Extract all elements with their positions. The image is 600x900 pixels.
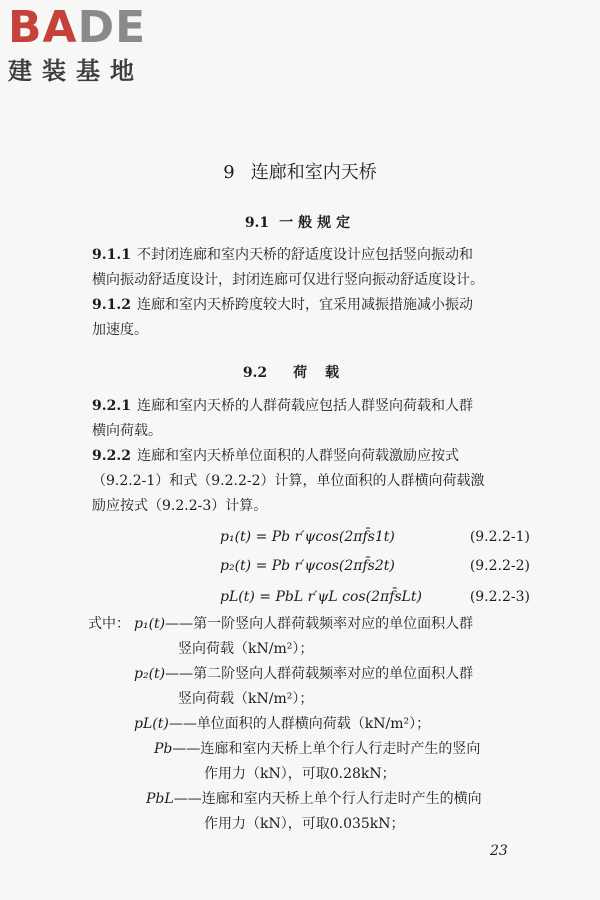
clause-9-2-1: 9.2.1 连廊和室内天桥的人群荷载应包括人群竖向荷载和人群 横向荷载。 — [92, 398, 473, 439]
formula-9-2-2-3: pL(t) = PbL r′ψL cos(2πf̄sLt) (9.2.2-3) — [220, 589, 530, 605]
formula-9-2-2-1: p₁(t) = Pb r′ψcos(2πf̄s1t) (9.2.2-1) — [220, 529, 530, 545]
definition-PbL: PbL——连廊和室内天桥上单个行人行走时产生的横向 作用力（kN），可取0.035kN； — [146, 791, 482, 832]
definition-Pb: Pb——连廊和室内天桥上单个行人行走时产生的竖向 作用力（kN），可取0.28kN； — [154, 741, 481, 782]
logo — [8, 4, 178, 86]
logo-wordmark: BADE — [8, 2, 147, 53]
definition-p2: p₂(t)——第二阶竖向人群荷载频率对应的单位面积人群 竖向荷载（kN/m²）； — [134, 666, 474, 707]
section-heading-9-1: 9.1 一般规定 — [244, 215, 356, 231]
page-number: 23 — [490, 843, 508, 859]
clause-9-1-1: 9.1.1 不封闭连廊和室内天桥的舒适度设计应包括竖向振动和 横向振动舒适度设计，封闭连廊可仅进行竖向振动舒适度设计。 — [92, 247, 484, 288]
definition-p1: p₁(t)——第一阶竖向人群荷载频率对应的单位面积人群 竖向荷载（kN/m²）； — [134, 616, 474, 657]
formula-9-2-2-2: p₂(t) = Pb r′ψcos(2πf̄s2t) (9.2.2-2) — [220, 558, 530, 574]
logo-subtitle: 建装基地 — [8, 57, 144, 85]
section-heading-9-2: 9.2 荷载 — [242, 365, 358, 381]
definitions-intro: 式中： — [88, 616, 130, 632]
definition-pL: pL(t)——单位面积的人群横向荷载（kN/m²）； — [134, 716, 431, 732]
clause-9-2-2: 9.2.2 连廊和室内天桥单位面积的人群竖向荷载激励应按式 （9.2.2-1）和式（9.2.2-2）计算，单位面积的人群横向荷载激 励应按式（9.2.2-3）计算。 — [92, 448, 485, 514]
clause-9-1-2: 9.1.2 连廊和室内天桥跨度较大时，宜采用减振措施减小振动 加速度。 — [92, 297, 473, 338]
chapter-title: 9 连廊和室内天桥 — [223, 162, 377, 183]
